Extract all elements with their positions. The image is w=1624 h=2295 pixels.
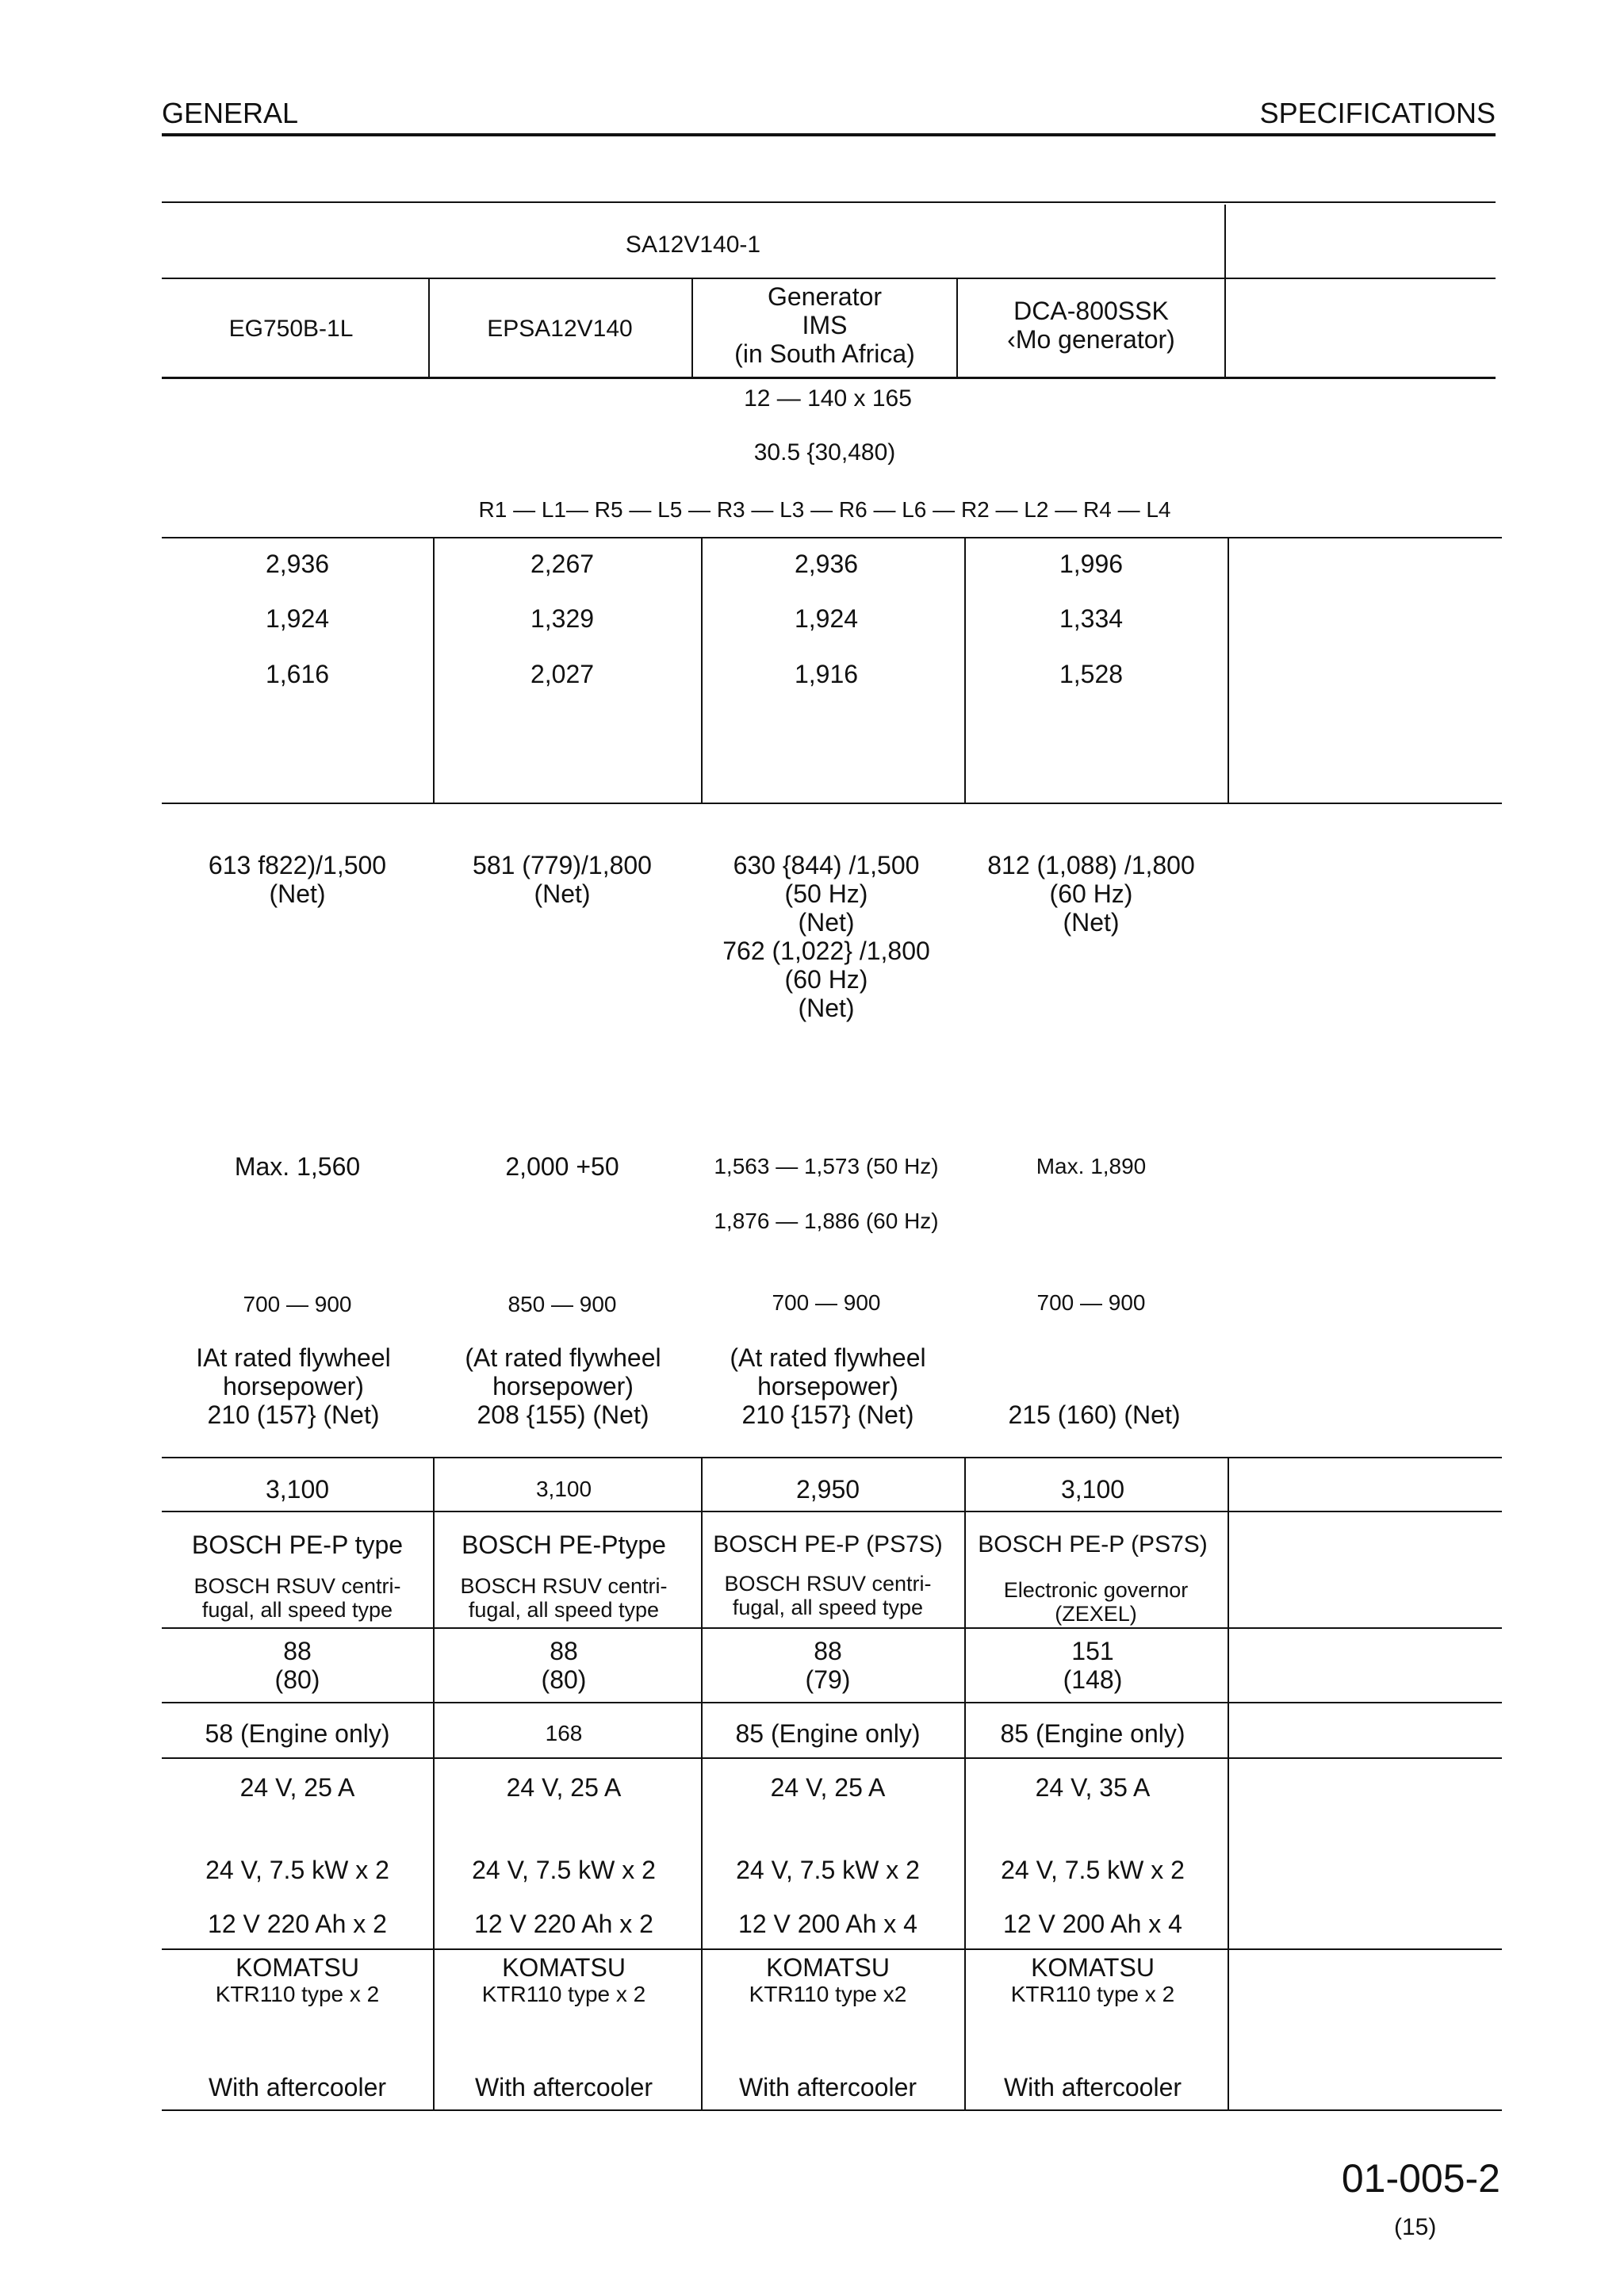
fuel-cons-col4: 215 (160) (Net) — [1008, 1400, 1181, 1429]
oil-col1: 88 (80) — [274, 1637, 320, 1694]
col-divider-4b — [1228, 1457, 1229, 2111]
model-row-bottom-rule — [162, 377, 1496, 379]
governor-col4: Electronic governor (ZEXEL) — [1003, 1578, 1189, 1626]
model-divider-3 — [956, 278, 958, 377]
coolant-col4: 85 (Engine only) — [1000, 1719, 1185, 1748]
dim2-col3: 1,924 — [794, 604, 859, 633]
battery-col2: 12 V 220 Ah x 2 — [474, 1910, 653, 1938]
alternator-col4: 24 V, 35 A — [1035, 1773, 1151, 1802]
weight-col1: 3,100 — [265, 1475, 330, 1504]
dim1-col2: 2,267 — [530, 550, 595, 578]
alternator-col1: 24 V, 25 A — [239, 1773, 355, 1802]
col-divider-2b — [701, 1457, 703, 2111]
dim1-col1: 2,936 — [265, 550, 330, 578]
output-col3: 630 {844) /1,500 (50 Hz) (Net) 762 (1,022} /1,800 (60 Hz) (Net) — [722, 851, 930, 1022]
rule-turbo-top — [162, 1948, 1502, 1950]
col-divider-1b — [433, 1457, 435, 2111]
starter-col3: 24 V, 7.5 kW x 2 — [736, 1856, 920, 1884]
governor-col2: BOSCH RSUV centri- fugal, all speed type — [460, 1574, 668, 1622]
coolant-col3: 85 (Engine only) — [735, 1719, 921, 1748]
oil-col3: 88 (79) — [805, 1637, 851, 1694]
fuel-cons-col1: IAt rated flywheel horsepower) 210 (157} (Net) — [196, 1343, 391, 1429]
max-speed-col2: 2,000 +50 — [505, 1152, 619, 1181]
coolant-col2: 168 — [545, 1721, 583, 1745]
fuel-pump-col4: BOSCH PE-P (PS7S) — [978, 1531, 1208, 1557]
dim2-col2: 1,329 — [530, 604, 595, 633]
engine-model: SA12V140-1 — [625, 232, 761, 258]
model-divider-1 — [428, 278, 430, 377]
heading-divider — [1224, 205, 1226, 377]
col-divider-1a — [433, 537, 435, 803]
model-name-2: EPSA12V140 — [487, 316, 633, 342]
weight-col4: 3,100 — [1060, 1475, 1125, 1504]
max-speed-col1: Max. 1,560 — [234, 1152, 361, 1181]
oil-col2: 88 (80) — [541, 1637, 587, 1694]
turbo-col3: KOMATSU KTR110 type x2 — [749, 1953, 907, 2006]
governor-col3: BOSCH RSUV centri- fugal, all speed type — [724, 1572, 932, 1619]
turbo-col2: KOMATSU KTR110 type x 2 — [481, 1953, 646, 2006]
weight-col3: 2,950 — [795, 1475, 860, 1504]
alternator-col3: 24 V, 25 A — [770, 1773, 886, 1802]
model-name-4: DCA-800SSK ‹Mo generator) — [1007, 297, 1175, 354]
dim3-col4: 1,528 — [1059, 660, 1124, 688]
weight-col2: 3,100 — [535, 1477, 592, 1501]
idle-col4: 700 — 900 — [1036, 1290, 1146, 1315]
model-row-top-rule — [162, 278, 1496, 279]
fuel-cons-col3: (At rated flywheel horsepower) 210 {157} (Net) — [730, 1343, 926, 1429]
dim1-col4: 1,996 — [1059, 550, 1124, 578]
idle-col1: 700 — 900 — [243, 1292, 352, 1316]
output-col2: 581 (779)/1,800 (Net) — [473, 851, 652, 908]
governor-col1: BOSCH RSUV centri- fugal, all speed type — [193, 1574, 401, 1622]
document-title: SPECIFICATIONS — [1259, 97, 1496, 129]
starter-col4: 24 V, 7.5 kW x 2 — [1001, 1856, 1185, 1884]
bore-stroke: 12 — 140 x 165 — [744, 385, 912, 412]
col-divider-2a — [701, 537, 703, 803]
battery-col3: 12 V 200 Ah x 4 — [738, 1910, 917, 1938]
dim3-col2: 2,027 — [530, 660, 595, 688]
aftercooler-col1: With aftercooler — [208, 2073, 387, 2102]
dim3-col3: 1,916 — [794, 660, 859, 688]
col-divider-4a — [1228, 537, 1229, 803]
dim2-col1: 1,924 — [265, 604, 330, 633]
starter-col1: 24 V, 7.5 kW x 2 — [205, 1856, 389, 1884]
col-divider-3b — [964, 1457, 966, 2111]
table-top-rule — [162, 201, 1496, 203]
alternator-col2: 24 V, 25 A — [506, 1773, 622, 1802]
rule-oil-top — [162, 1627, 1502, 1629]
max-speed-col4: Max. 1,890 — [1036, 1154, 1147, 1178]
model-divider-2 — [691, 278, 693, 377]
rule-fuelpump-top — [162, 1511, 1502, 1512]
dim1-col3: 2,936 — [794, 550, 859, 578]
section-title: GENERAL — [162, 97, 299, 129]
turbo-col4: KOMATSU KTR110 type x 2 — [1010, 1953, 1175, 2006]
starter-col2: 24 V, 7.5 kW x 2 — [472, 1856, 656, 1884]
dim3-col1: 1,616 — [265, 660, 330, 688]
idle-col2: 850 — 900 — [508, 1292, 617, 1316]
fuel-pump-col1: BOSCH PE-P type — [191, 1531, 404, 1559]
rule-output-top — [162, 803, 1502, 804]
aftercooler-col2: With aftercooler — [474, 2073, 653, 2102]
col-divider-3a — [964, 537, 966, 803]
aftercooler-col3: With aftercooler — [738, 2073, 917, 2102]
idle-col3: 700 — 900 — [772, 1290, 881, 1315]
battery-col1: 12 V 220 Ah x 2 — [208, 1910, 387, 1938]
firing-order: R1 — L1— R5 — L5 — R3 — L3 — R6 — L6 — R2 — L2 — R4 — L4 — [478, 497, 1171, 522]
rule-table-bottom — [162, 2109, 1502, 2111]
output-col1: 613 f822)/1,500 (Net) — [208, 851, 387, 908]
rule-electrical-top — [162, 1757, 1502, 1759]
battery-col4: 12 V 200 Ah x 4 — [1003, 1910, 1182, 1938]
rule-coolant-top — [162, 1702, 1502, 1703]
fuel-cons-col2: (At rated flywheel horsepower) 208 {155) (Net) — [465, 1343, 661, 1429]
header-rule — [162, 133, 1496, 136]
max-speed-col3: 1,563 — 1,573 (50 Hz) — [714, 1154, 939, 1178]
coolant-col1: 58 (Engine only) — [205, 1719, 390, 1748]
oil-col4: 151 (148) — [1063, 1637, 1123, 1694]
page-number: 01-005-2 — [1341, 2156, 1500, 2201]
displacement: 30.5 {30,480) — [753, 439, 896, 466]
rule-dimensions-top — [162, 537, 1502, 538]
model-name-3: Generator IMS (in South Africa) — [734, 282, 915, 368]
sub-page-number: (15) — [1394, 2214, 1437, 2240]
turbo-col1: KOMATSU KTR110 type x 2 — [215, 1953, 380, 2006]
model-name-1: EG750B-1L — [228, 316, 354, 342]
rule-weight-top — [162, 1457, 1502, 1458]
max-speed-col3-60hz: 1,876 — 1,886 (60 Hz) — [714, 1209, 939, 1233]
fuel-pump-col2: BOSCH PE-Ptype — [462, 1531, 666, 1559]
aftercooler-col4: With aftercooler — [1003, 2073, 1182, 2102]
output-col4: 812 (1,088) /1,800 (60 Hz) (Net) — [987, 851, 1195, 937]
fuel-pump-col3: BOSCH PE-P (PS7S) — [713, 1531, 943, 1557]
dim2-col4: 1,334 — [1059, 604, 1124, 633]
